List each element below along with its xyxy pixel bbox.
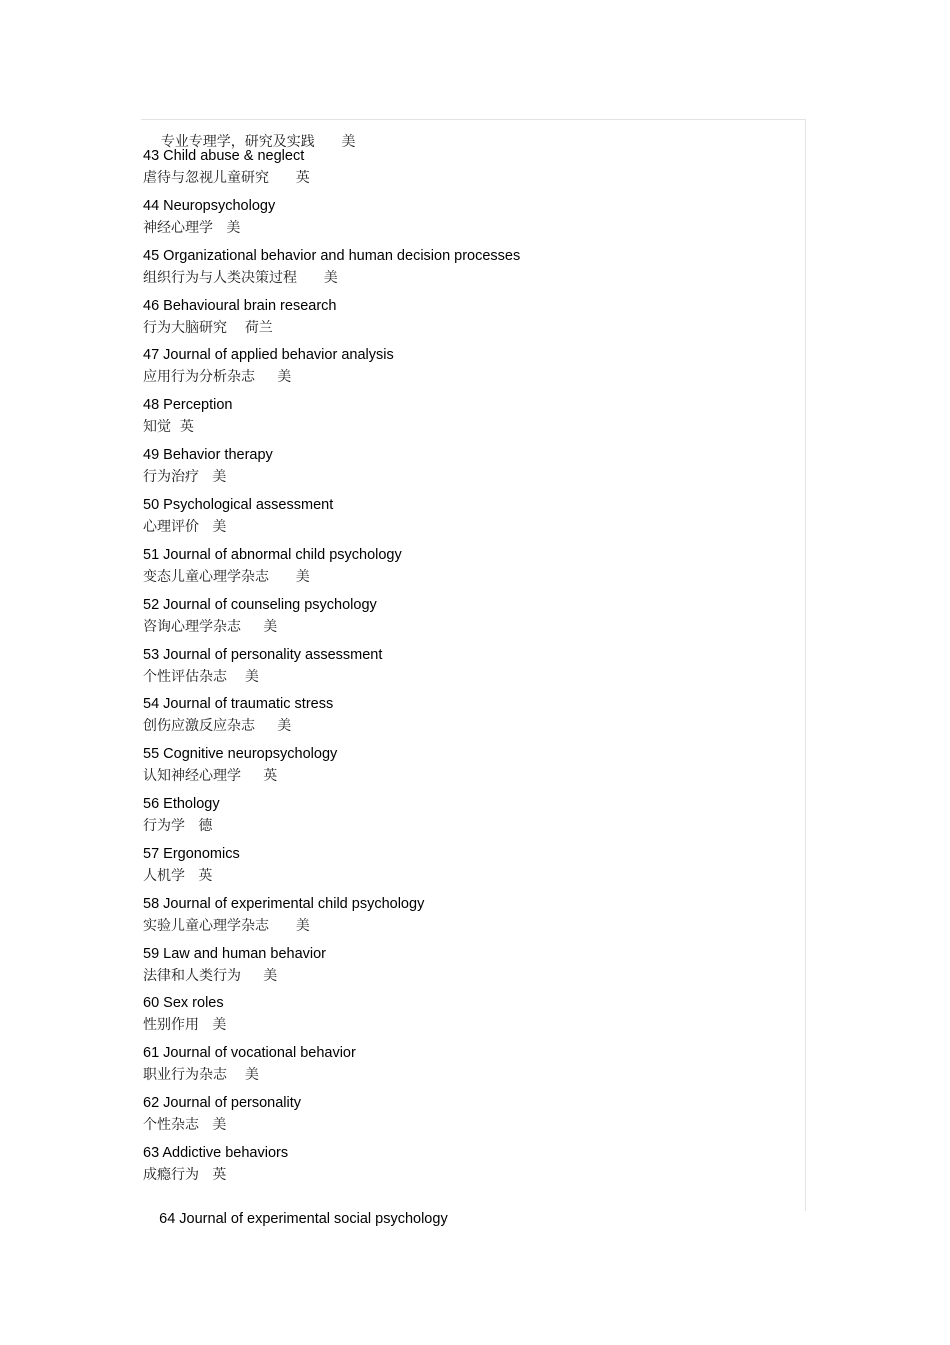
journal-title-line: [143, 1046, 356, 1061]
journal-title-line: [143, 348, 394, 363]
last-line-title: [143, 1197, 448, 1241]
journal-title-line: [143, 996, 224, 1011]
country: 美: [323, 270, 338, 286]
journal-title-line: [143, 598, 377, 613]
journal-title: Journal of traumatic stress: [163, 696, 334, 712]
journal-title-line: [143, 149, 304, 164]
country: 美: [212, 519, 227, 535]
chinese-title: 个性评估杂志: [143, 669, 227, 685]
journal-title-line: [143, 797, 220, 812]
country: 英: [179, 419, 194, 435]
journal-title: Journal of experimental child psychology: [163, 896, 425, 912]
journal-title-line: [143, 947, 326, 962]
journal-number: 59: [143, 946, 160, 962]
country: 英: [198, 868, 213, 884]
journal-title: Cognitive neuropsychology: [163, 746, 338, 762]
journal-chinese-line: [143, 171, 310, 185]
journal-title-line: [143, 697, 333, 712]
journal-title-line: [143, 648, 382, 663]
country: 美: [244, 1067, 259, 1083]
chinese-title: 神经心理学: [143, 220, 213, 236]
journal-title: Ergonomics: [163, 846, 240, 862]
journal-title: Journal of personality assessment: [163, 647, 383, 663]
journal-title: Psychological assessment: [163, 497, 334, 513]
journal-number: 47: [143, 347, 160, 363]
country: 美: [277, 718, 292, 734]
journal-number: 53: [143, 647, 160, 663]
country: 美: [295, 918, 310, 934]
journal-title: Perception: [163, 397, 233, 413]
journal-number: 60: [143, 995, 160, 1011]
chinese-title: 应用行为分析杂志: [143, 369, 255, 385]
chinese-title: 个性杂志: [143, 1117, 199, 1133]
journal-title: Journal of applied behavior analysis: [163, 347, 394, 363]
country: 美: [212, 1017, 227, 1033]
journal-title-line: [143, 747, 337, 762]
journal-title: Neuropsychology: [163, 198, 276, 214]
journal-number: 56: [143, 796, 160, 812]
journal-title: Journal of personality: [163, 1095, 301, 1111]
journal-chinese-line: [143, 969, 277, 983]
journal-title: Journal of experimental social psychology: [179, 1210, 448, 1227]
chinese-title: 专业专理学，研究及实践: [160, 134, 315, 150]
chinese-title: 职业行为杂志: [143, 1067, 227, 1083]
country: 美: [277, 369, 292, 385]
journal-number: 43: [143, 148, 160, 164]
country: 美: [263, 619, 278, 635]
country: 英: [212, 1167, 227, 1183]
chinese-title: 成瘾行为: [143, 1167, 199, 1183]
chinese-title: 行为学: [143, 818, 185, 834]
journal-number: 44: [143, 198, 160, 214]
journal-title-line: [143, 249, 520, 264]
journal-chinese-line: [143, 670, 259, 684]
country: 英: [295, 170, 310, 186]
chinese-title: 变态儿童心理学杂志: [143, 569, 269, 585]
journal-chinese-line: [143, 1168, 226, 1182]
chinese-title: 咨询心理学杂志: [143, 619, 241, 635]
journal-title: Sex roles: [163, 995, 224, 1011]
journal-chinese-line: [143, 470, 226, 484]
chinese-title: 认知神经心理学: [143, 768, 241, 784]
journal-title: Ethology: [163, 796, 220, 812]
country: 美: [295, 569, 310, 585]
journal-title: Addictive behaviors: [162, 1145, 289, 1161]
country: 美: [226, 220, 241, 236]
journal-number: 57: [143, 846, 160, 862]
journal-title: Behavior therapy: [163, 447, 273, 463]
chinese-title: 法律和人类行为: [143, 968, 241, 984]
journal-chinese-line: [143, 769, 277, 783]
journal-number: 62: [143, 1095, 160, 1111]
journal-chinese-line: [143, 869, 212, 883]
journal-chinese-line: [143, 919, 310, 933]
chinese-title: 知觉: [143, 419, 171, 435]
country: 美: [212, 469, 227, 485]
journal-number: 54: [143, 696, 160, 712]
chinese-title: 人机学: [143, 868, 185, 884]
journal-chinese-line: [143, 271, 338, 285]
journal-number: 55: [143, 746, 160, 762]
country: 荷兰: [244, 320, 273, 336]
journal-chinese-line: [143, 420, 194, 434]
journal-title: Child abuse & neglect: [163, 148, 305, 164]
journal-number: 52: [143, 597, 160, 613]
chinese-title: 虐待与忽视儿童研究: [143, 170, 269, 186]
journal-title: Organizational behavior and human decision processes: [163, 248, 521, 264]
country: 英: [263, 768, 278, 784]
chinese-title: 实验儿童心理学杂志: [143, 918, 269, 934]
journal-title-line: [143, 299, 336, 314]
journal-chinese-line: [143, 1118, 226, 1132]
chinese-title: 组织行为与人类决策过程: [143, 270, 297, 286]
country: 德: [198, 818, 213, 834]
journal-chinese-line: [143, 221, 240, 235]
chinese-title: 创伤应激反应杂志: [143, 718, 255, 734]
country: 美: [341, 134, 356, 150]
journal-title-line: [143, 398, 233, 413]
journal-title-line: [143, 498, 333, 513]
chinese-title: 心理评价: [143, 519, 199, 535]
journal-title: Journal of counseling psychology: [163, 597, 377, 613]
journal-number: 50: [143, 497, 160, 513]
journal-chinese-line: [143, 570, 310, 584]
journal-title: Journal of vocational behavior: [163, 1045, 356, 1061]
journal-number: 46: [143, 298, 160, 314]
journal-chinese-line: [143, 321, 273, 335]
journal-number: 61: [143, 1045, 160, 1061]
chinese-title: 性别作用: [143, 1017, 199, 1033]
journal-title-line: [143, 847, 240, 862]
country: 美: [212, 1117, 227, 1133]
journal-title-line: [143, 548, 402, 563]
journal-chinese-line: [143, 1068, 259, 1082]
chinese-title: 行为大脑研究: [143, 320, 227, 336]
journal-number: 48: [143, 397, 160, 413]
country: 美: [244, 669, 259, 685]
chinese-title: 行为治疗: [143, 469, 199, 485]
journal-chinese-line: [143, 819, 212, 833]
journal-number: 49: [143, 447, 160, 463]
country: 美: [263, 968, 278, 984]
journal-chinese-line: [143, 1018, 226, 1032]
journal-chinese-line: [143, 520, 226, 534]
journal-title-line: [143, 1096, 301, 1111]
journal-number: 63: [143, 1145, 160, 1161]
journal-title: Behavioural brain research: [163, 298, 337, 314]
journal-number: 51: [143, 547, 160, 563]
journal-number: 64: [159, 1210, 176, 1227]
journal-title: Journal of abnormal child psychology: [163, 547, 402, 563]
journal-title: Law and human behavior: [163, 946, 327, 962]
journal-title-line: [143, 897, 424, 912]
journal-chinese-line: [143, 719, 291, 733]
journal-title-line: [143, 448, 273, 463]
journal-number: 45: [143, 248, 160, 264]
journal-title-line: [143, 199, 275, 214]
journal-title-line: [143, 1146, 288, 1161]
journal-chinese-line: [143, 370, 291, 384]
journal-number: 58: [143, 896, 160, 912]
journal-chinese-line: [143, 620, 277, 634]
